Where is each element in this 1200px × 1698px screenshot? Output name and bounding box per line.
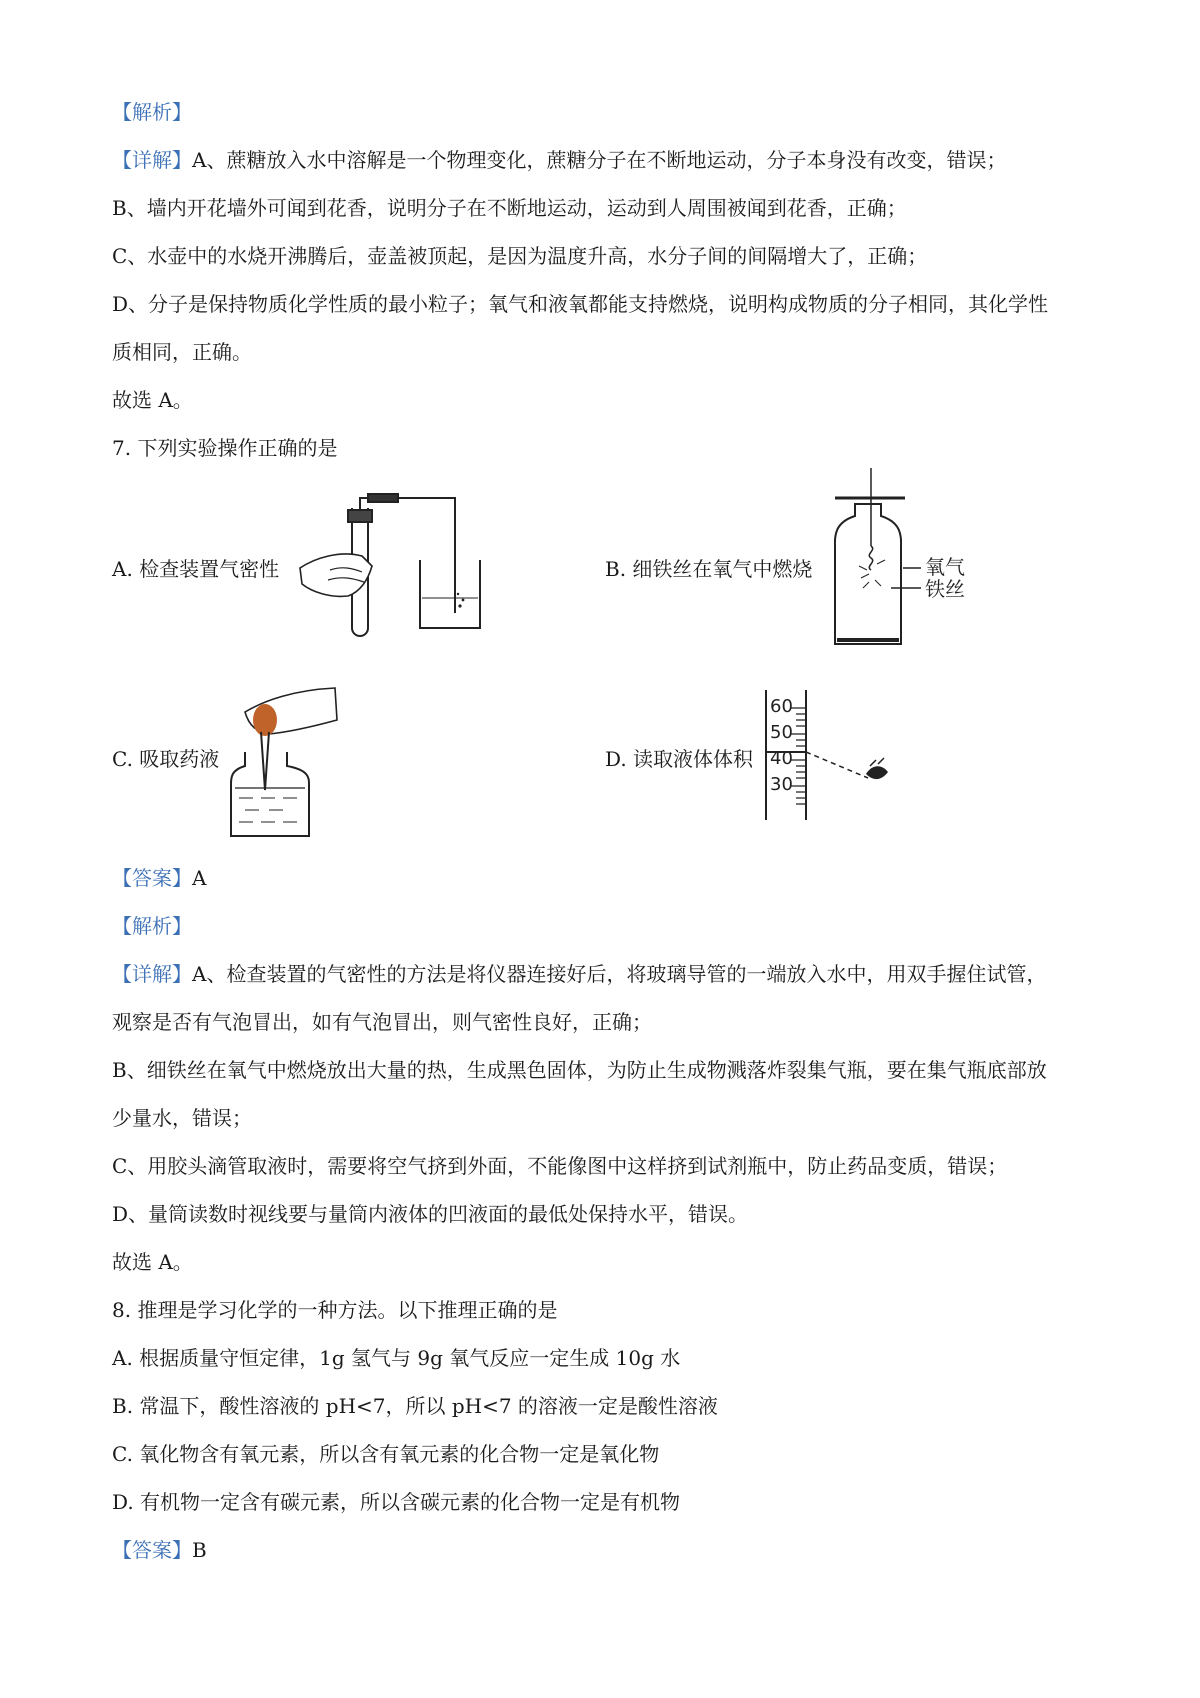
beaker <box>420 560 480 628</box>
q7-answer-line <box>112 864 206 892</box>
eye-icon <box>866 758 888 779</box>
q7-option-c: C. 吸取药液 <box>112 747 220 771</box>
figure-cylinder-reading <box>760 690 900 830</box>
liquid-hatching <box>239 798 297 822</box>
question-8-stem: 8. 推理是学习化学的一种方法。以下推理正确的是 <box>112 1298 558 1322</box>
q8-option-d: D. 有机物一定含有碳元素，所以含碳元素的化合物一定是有机物 <box>112 1490 681 1514</box>
sight-line <box>806 752 868 778</box>
rubber-joint <box>368 494 398 502</box>
dropper-tube <box>261 732 269 790</box>
q7-detail-a2: 观察是否有气泡冒出，如有气泡冒出，则气密性良好，正确； <box>112 1010 652 1034</box>
tick-label-60: 60 <box>770 696 793 717</box>
detail-text: A、检查装置的气密性的方法是将仪器连接好后，将玻璃导管的一端放入水中，用双手握住试管， <box>192 962 1047 986</box>
figure-dropper <box>225 670 345 840</box>
tick-label-30: 30 <box>770 774 793 795</box>
q7-option-b: B. 细铁丝在氧气中燃烧 <box>605 557 813 581</box>
label-iron-wire: 铁丝 <box>925 577 965 601</box>
q7-detail-b1: B、细铁丝在氧气中燃烧放出大量的热，生成黑色固体，为防止生成物溅落炸裂集气瓶，要在集气瓶底部放 <box>112 1058 1047 1082</box>
tick-label-50: 50 <box>770 722 793 743</box>
q8-answer: B <box>192 1538 207 1562</box>
hand-icon <box>300 554 372 596</box>
q7-conclusion: 故选 A。 <box>112 1250 193 1274</box>
q7-option-a: A. 检查装置气密性 <box>112 557 280 581</box>
q7-detail-b2: 少量水，错误； <box>112 1106 252 1130</box>
q7-answer: A <box>192 866 207 890</box>
bubbles <box>457 593 465 608</box>
detail-text: A、蔗糖放入水中溶解是一个物理变化，蔗糖分子在不断地运动，分子本身没有改变，错误； <box>192 148 1007 172</box>
question-7-stem: 7. 下列实验操作正确的是 <box>112 436 338 460</box>
answer-tag: 【答案】 <box>112 866 192 890</box>
conclusion: 故选 A。 <box>112 388 193 412</box>
tick-label-40: 40 <box>770 748 793 769</box>
rubber-bulb <box>253 704 277 736</box>
detail-line-d1: D、分子是保持物质化学性质的最小粒子；氧气和液氧都能支持燃烧，说明构成物质的分子相同，其化学性 <box>112 292 1049 316</box>
q7-analysis-heading: 【解析】 <box>112 914 192 938</box>
q7-detail-c: C、用胶头滴管取液时，需要将空气挤到外面，不能像图中这样挤到试剂瓶中，防止药品变质，错误； <box>112 1154 1008 1178</box>
detail-line-d2: 质相同，正确。 <box>112 340 252 364</box>
figure-iron-wire-burning <box>825 468 975 648</box>
reagent-bottle <box>231 752 309 836</box>
figure-airtightness-check <box>290 488 500 638</box>
q8-option-b: B. 常温下，酸性溶液的 pH<7，所以 pH<7 的溶液一定是酸性溶液 <box>112 1394 718 1418</box>
stopper <box>348 510 372 522</box>
label-oxygen: 氧气 <box>925 555 965 579</box>
answer-tag: 【答案】 <box>112 1538 192 1562</box>
sparks <box>859 560 885 588</box>
q8-answer-line <box>112 1536 207 1564</box>
detail-line-a <box>112 146 1006 174</box>
q8-option-c: C. 氧化物含有氧元素，所以含有氧元素的化合物一定是氧化物 <box>112 1442 660 1466</box>
detail-line-c: C、水壶中的水烧开沸腾后，壶盖被顶起，是因为温度升高，水分子间的间隔增大了，正确； <box>112 244 928 268</box>
detail-tag: 【详解】 <box>112 962 192 986</box>
q7-option-d: D. 读取液体体积 <box>605 747 754 771</box>
detail-line-b: B、墙内开花墙外可闻到花香，说明分子在不断地运动，运动到人周围被闻到花香，正确； <box>112 196 907 220</box>
q8-option-a: A. 根据质量守恒定律，1g 氢气与 9g 氧气反应一定生成 10g 水 <box>112 1346 681 1370</box>
q7-detail-d: D、量筒读数时视线要与量筒内液体的凹液面的最低处保持水平，错误。 <box>112 1202 749 1226</box>
glass-tube-right <box>450 498 455 613</box>
analysis-heading: 【解析】 <box>112 100 192 124</box>
detail-tag: 【详解】 <box>112 148 192 172</box>
q7-detail-a1 <box>112 960 1046 988</box>
